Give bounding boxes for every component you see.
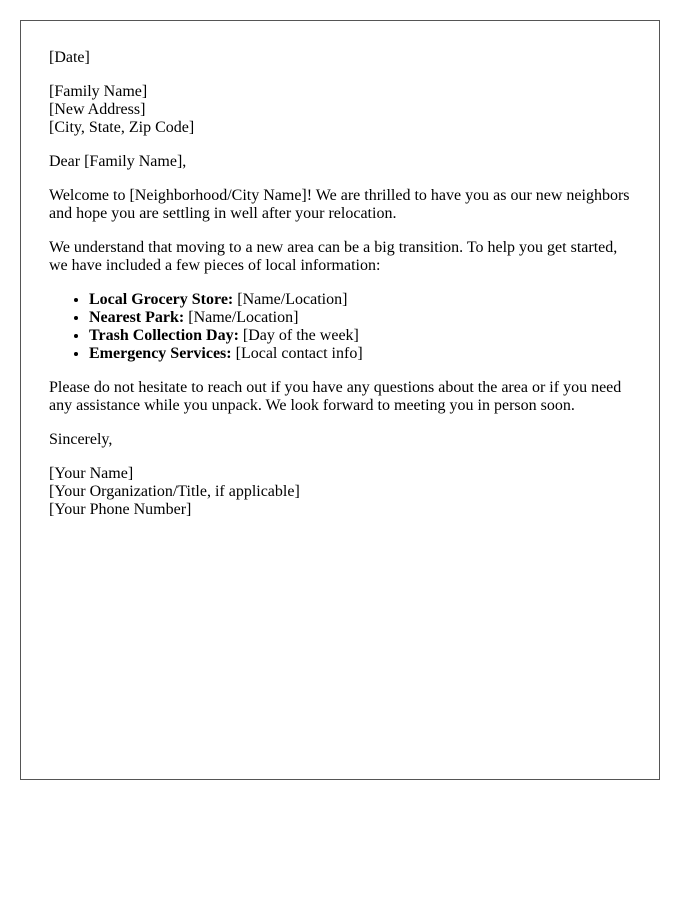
closing-paragraph: Please do not hesitate to reach out if you have any questions about the area or if you need any assistance while you unpack. We look forward to meeting you in person soon.	[49, 379, 622, 414]
recipient-name: [Family Name]	[49, 83, 148, 100]
closing: Sincerely,	[49, 431, 113, 448]
info-item-value: [Name/Location]	[233, 291, 348, 308]
signature-organization: [Your Organization/Title, if applicable]	[49, 483, 300, 500]
recipient-city-state-zip: [City, State, Zip Code]	[49, 119, 195, 136]
recipient-block	[49, 83, 639, 137]
signature-block	[49, 465, 639, 519]
info-item-label: Emergency Services:	[89, 345, 232, 362]
recipient-address: [New Address]	[49, 101, 146, 118]
signature-phone: [Your Phone Number]	[49, 501, 192, 518]
list-item	[89, 327, 639, 345]
letter-page	[20, 20, 660, 780]
list-item	[89, 291, 639, 309]
info-item-value: [Day of the week]	[238, 327, 359, 344]
info-intro-paragraph: We understand that moving to a new area can be a big transition. To help you get started, we have included a few pieces of local information:	[49, 239, 618, 274]
local-info-list	[49, 291, 639, 363]
info-item-label: Local Grocery Store:	[89, 291, 234, 308]
info-item-label: Nearest Park:	[89, 309, 185, 326]
list-item	[89, 345, 639, 363]
letter-content	[49, 49, 639, 535]
salutation: Dear [Family Name],	[49, 153, 187, 170]
welcome-paragraph: Welcome to [Neighborhood/City Name]! We are thrilled to have you as our new neighbors and hope you are settling in well after your relocation.	[49, 187, 630, 222]
signature-name: [Your Name]	[49, 465, 134, 482]
info-item-value: [Local contact info]	[231, 345, 363, 362]
letter-date: [Date]	[49, 49, 90, 66]
list-item	[89, 309, 639, 327]
info-item-label: Trash Collection Day:	[89, 327, 239, 344]
info-item-value: [Name/Location]	[184, 309, 299, 326]
